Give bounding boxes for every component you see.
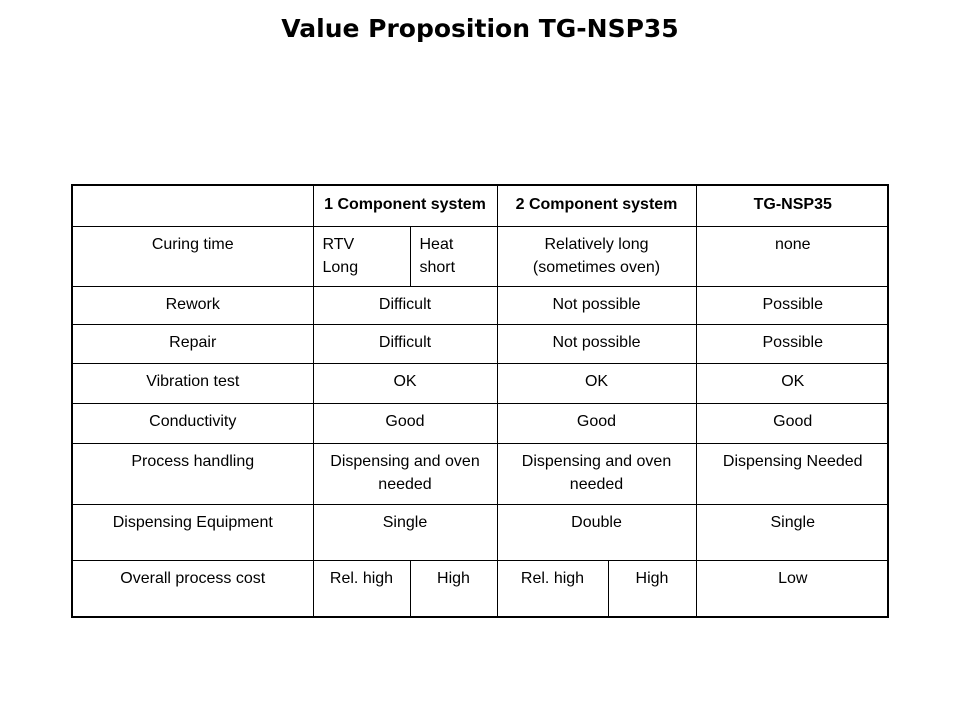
header-cell-1-component: 1 Component system (313, 186, 497, 226)
table-row-curing-time (73, 226, 889, 286)
cell-1c: Good (313, 403, 497, 443)
cell-tg: Dispensing Needed (696, 443, 889, 504)
header-cell-tg-nsp35: TG-NSP35 (696, 186, 889, 226)
slide-title: Value Proposition TG-NSP35 (281, 14, 679, 43)
cell-2c: Not possible (497, 286, 696, 324)
table-row-repair (73, 324, 889, 363)
row-label: Rework (73, 286, 313, 324)
table-row-dispensing-equipment (73, 504, 889, 560)
cell-1c: Difficult (313, 324, 497, 363)
cell-tg: Possible (696, 324, 889, 363)
cell-1c-rel-high: Rel. high (313, 560, 410, 618)
table-row-conductivity (73, 403, 889, 443)
header-row (73, 186, 889, 226)
row-label: Vibration test (73, 363, 313, 403)
row-label: Conductivity (73, 403, 313, 443)
table-row-vibration-test (73, 363, 889, 403)
cell-tg: Good (696, 403, 889, 443)
cell-2c-high: High (608, 560, 696, 618)
table-row-overall-process-cost (73, 560, 889, 618)
row-label: Curing time (73, 226, 313, 286)
cell-1c-high: High (410, 560, 497, 618)
cell-1c-heat (410, 226, 497, 286)
cell-2c: OK (497, 363, 696, 403)
comparison-table (71, 184, 889, 618)
cell-tg: Single (696, 504, 889, 560)
cell-tg: Possible (696, 286, 889, 324)
row-label: Repair (73, 324, 313, 363)
table-row-rework (73, 286, 889, 324)
row-label: Process handling (73, 443, 313, 504)
cell-2c-rel-high: Rel. high (497, 560, 608, 618)
cell-line: Long (322, 258, 359, 276)
cell-2c: Not possible (497, 324, 696, 363)
cell-2c (497, 226, 696, 286)
header-cell-2-component: 2 Component system (497, 186, 696, 226)
header-cell-empty (73, 186, 313, 226)
cell-line: Relatively long (544, 235, 649, 253)
cell-line: Heat (419, 235, 454, 253)
cell-tg: none (696, 226, 889, 286)
cell-2c: Good (497, 403, 696, 443)
cell-2c: Dispensing and oven needed (497, 443, 696, 504)
cell-1c: Single (313, 504, 497, 560)
cell-1c-rtv (313, 226, 410, 286)
cell-line: RTV (322, 235, 355, 253)
table-row-process-handling (73, 443, 889, 504)
cell-1c: Difficult (313, 286, 497, 324)
cell-line: (sometimes oven) (532, 258, 661, 276)
cell-tg: Low (696, 560, 889, 618)
cell-2c: Double (497, 504, 696, 560)
row-label: Overall process cost (73, 560, 313, 618)
cell-line: short (419, 258, 456, 276)
cell-tg: OK (696, 363, 889, 403)
cell-1c: OK (313, 363, 497, 403)
row-label: Dispensing Equipment (73, 504, 313, 560)
cell-1c: Dispensing and oven needed (313, 443, 497, 504)
